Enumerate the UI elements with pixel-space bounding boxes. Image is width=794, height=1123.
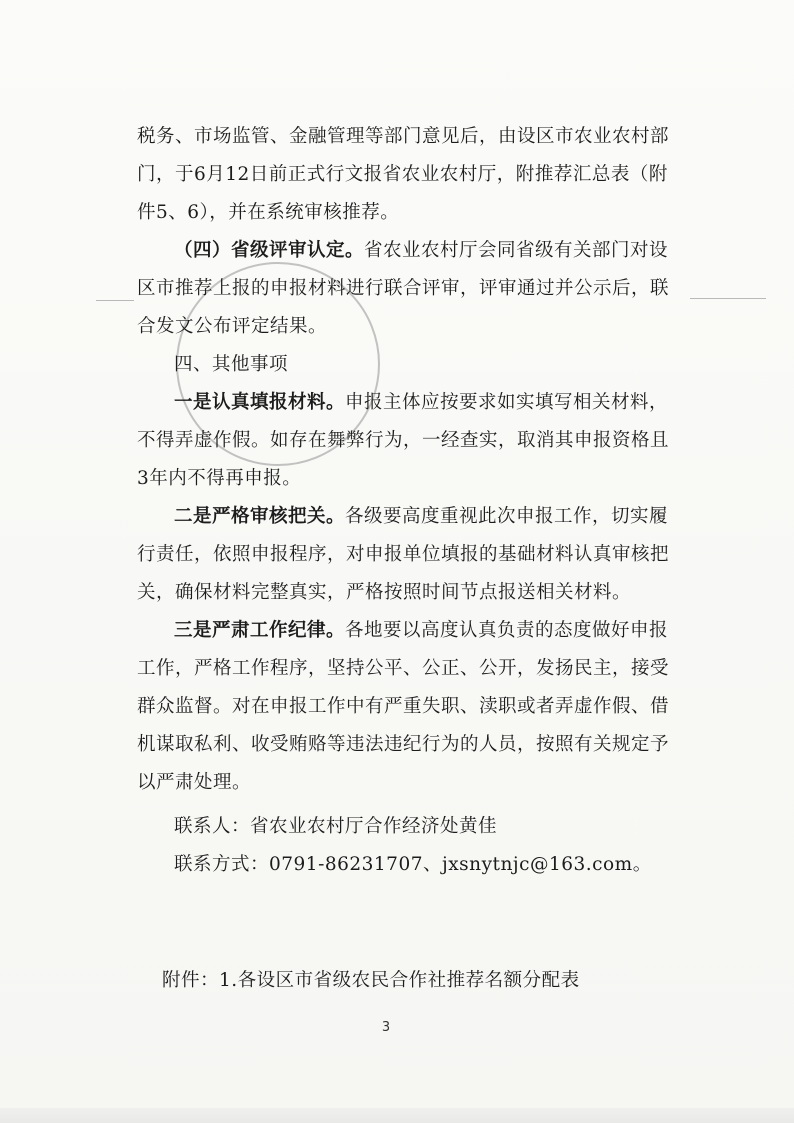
body-text: [137, 118, 677, 884]
attachment-line: 附件：1.各设区市省级农民合作社推荐名额分配表: [162, 970, 580, 991]
scan-artifact-left: [96, 300, 134, 301]
item-2-heading: 二是严格审核把关。: [174, 506, 346, 527]
section-title: 四、其他事项: [174, 354, 289, 375]
paragraph-continued: 税务、市场监管、金融管理等部门意见后，由设区市农业农村部门，于6月12日前正式行文报省农业农村厅，附推荐汇总表（附件5、6），并在系统审核推荐。: [137, 126, 670, 223]
item-3-body: 各地要以高度认真负责的态度做好申报工作，严格工作程序，坚持公平、公正、公开，发扬民主，接受群众监督。对在申报工作中有严重失职、渎职或者弄虚作假、借机谋取私利、收受贿赂等违法违纪行为的人员，按照有关规定予以严肃处理。: [137, 620, 670, 793]
scan-bottom-edge: [0, 1108, 794, 1123]
contact-person: 联系人：省农业农村厅合作经济处黄佳: [174, 816, 498, 837]
item-2: [137, 498, 677, 612]
item-1-body: 申报主体应按要求如实填写相关材料，不得弄虚作假。如存在舞弊行为，一经查实，取消其申报资格且3年内不得再申报。: [137, 392, 670, 489]
item-1: [137, 384, 677, 498]
contact-method: 联系方式：0791-86231707、jxsnytnjc@163.com。: [174, 854, 652, 875]
item-2-body: 各级要高度重视此次申报工作，切实履行责任，依照申报程序，对申报单位填报的基础材料认真审核把关，确保材料完整真实，严格按照时间节点报送相关材料。: [137, 506, 670, 603]
paragraph-provincial-review: [137, 232, 677, 346]
subsection-body: 省农业农村厅会同省级有关部门对设区市推荐上报的申报材料进行联合评审，评审通过并公示后，联合发文公布评定结果。: [137, 240, 670, 337]
scan-artifact-right: [690, 298, 766, 299]
item-3: [137, 612, 677, 802]
page-number: 3: [381, 1020, 391, 1035]
subsection-heading: （四）省级评审认定。: [174, 240, 365, 261]
item-1-heading: 一是认真填报材料。: [174, 392, 346, 413]
item-3-heading: 三是严肃工作纪律。: [174, 620, 346, 641]
